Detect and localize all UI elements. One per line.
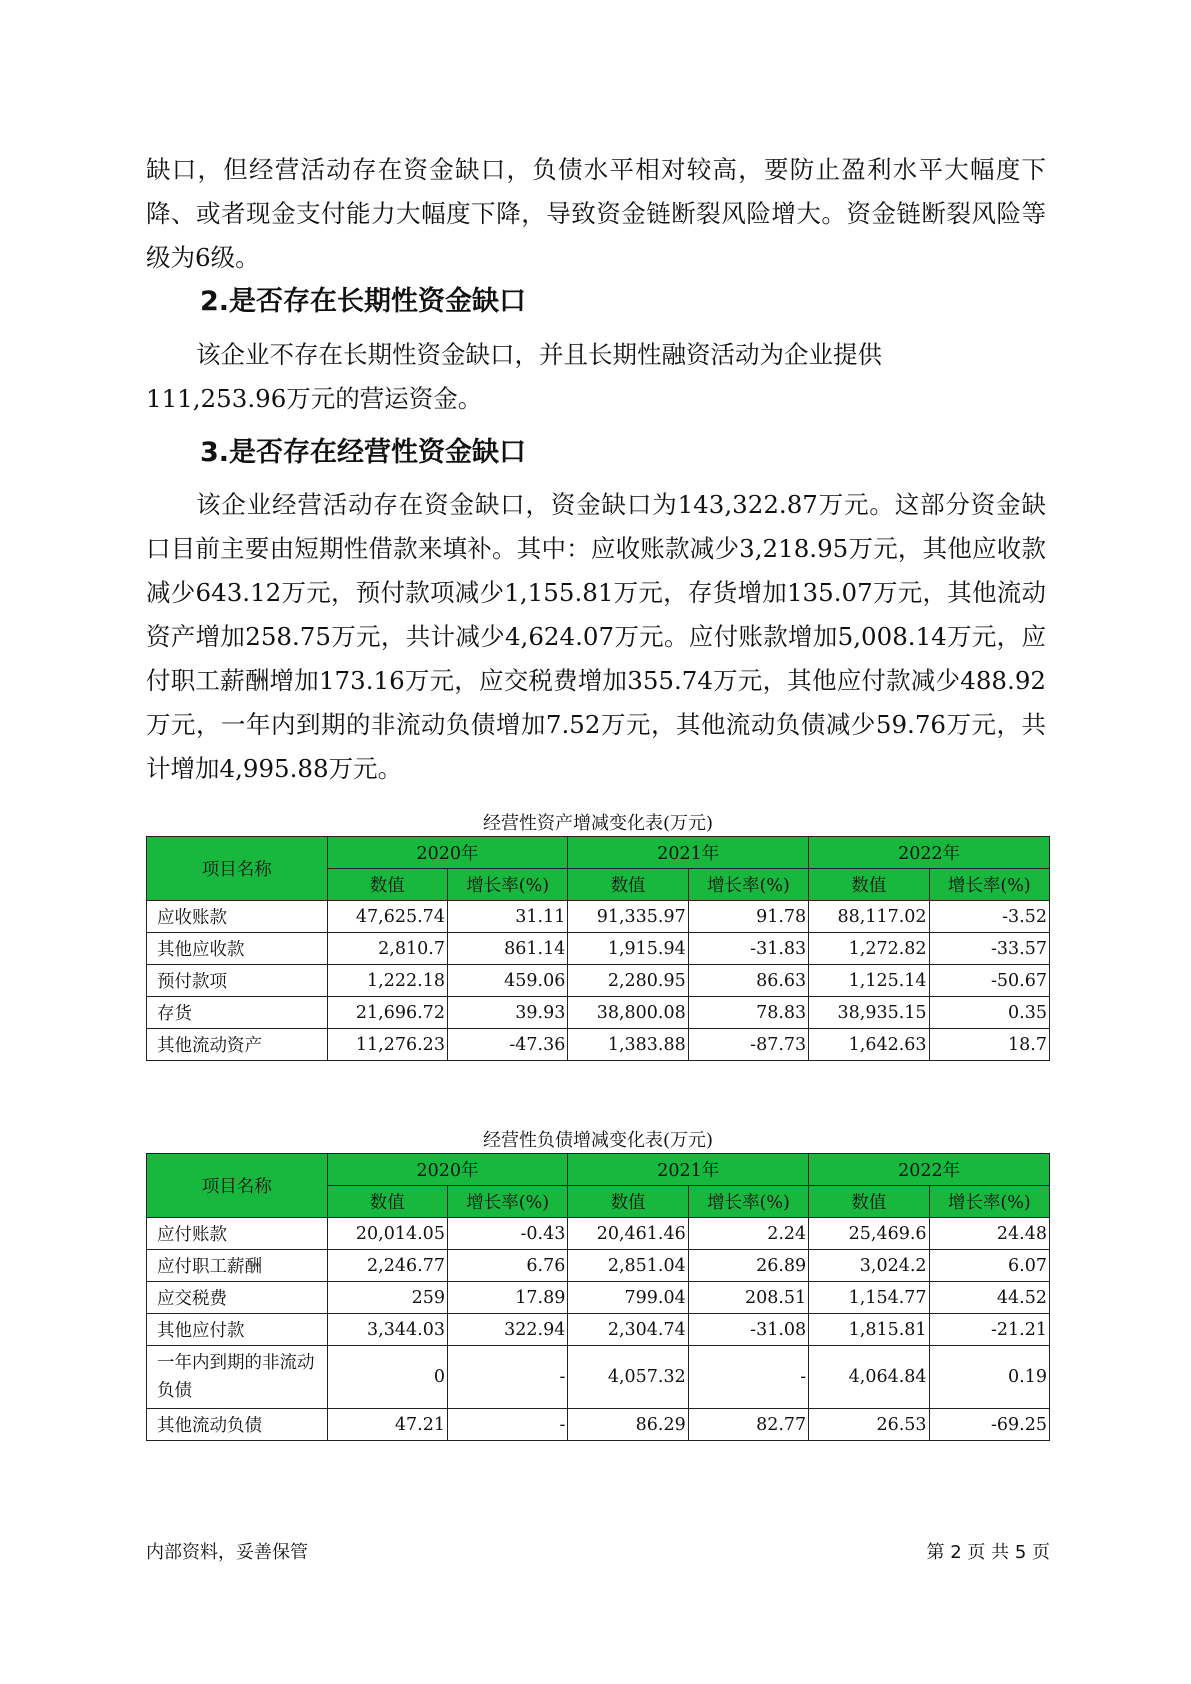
cell-value: 47,625.74 xyxy=(327,901,447,933)
table-subheader-rate: 增长率(%) xyxy=(447,1186,567,1218)
table-subheader-value: 数值 xyxy=(809,869,929,901)
cell-value: 1,125.14 xyxy=(809,965,929,997)
cell-value: 25,469.6 xyxy=(809,1218,929,1250)
cell-rate: -21.21 xyxy=(929,1314,1049,1346)
table-subheader-rate: 增长率(%) xyxy=(688,869,808,901)
cell-rate: 208.51 xyxy=(688,1282,808,1314)
cell-value: 2,304.74 xyxy=(568,1314,688,1346)
row-name: 应付账款 xyxy=(147,1218,328,1250)
row-name: 预付款项 xyxy=(147,965,328,997)
cell-rate: -33.57 xyxy=(929,933,1049,965)
cell-value: 2,246.77 xyxy=(327,1250,447,1282)
cell-value: 1,383.88 xyxy=(568,1029,688,1061)
cell-rate: - xyxy=(688,1346,808,1409)
cell-rate: 322.94 xyxy=(447,1314,567,1346)
cell-rate: -50.67 xyxy=(929,965,1049,997)
operating-assets-table xyxy=(146,836,1050,1061)
cell-rate: 6.07 xyxy=(929,1250,1049,1282)
cell-rate: 78.83 xyxy=(688,997,808,1029)
cell-value: 88,117.02 xyxy=(809,901,929,933)
cell-value: 1,915.94 xyxy=(568,933,688,965)
cell-rate: 44.52 xyxy=(929,1282,1049,1314)
row-name: 其他应付款 xyxy=(147,1314,328,1346)
cell-rate: 18.7 xyxy=(929,1029,1049,1061)
cell-value: 47.21 xyxy=(327,1409,447,1441)
cell-value: 259 xyxy=(327,1282,447,1314)
row-name: 一年内到期的非流动负债 xyxy=(147,1346,328,1409)
table-subheader-value: 数值 xyxy=(568,869,688,901)
cell-value: 20,014.05 xyxy=(327,1218,447,1250)
cell-rate: -47.36 xyxy=(447,1029,567,1061)
table-row xyxy=(147,1218,1050,1250)
cell-rate: -3.52 xyxy=(929,901,1049,933)
table-header-year: 2020年 xyxy=(327,837,568,869)
cell-value: 91,335.97 xyxy=(568,901,688,933)
cell-rate: 24.48 xyxy=(929,1218,1049,1250)
row-name: 应付职工薪酬 xyxy=(147,1250,328,1282)
cell-rate: 17.89 xyxy=(447,1282,567,1314)
table-header-year: 2022年 xyxy=(809,837,1050,869)
table2-caption: 经营性负债增减变化表(万元) xyxy=(482,1130,714,1151)
footer-page-number: 第 2 页 共 5 页 xyxy=(926,1542,1050,1563)
heading-operating-gap: 3.是否存在经营性资金缺口 xyxy=(200,437,527,468)
cell-rate: 861.14 xyxy=(447,933,567,965)
paragraph-long-term-line2: 111,253.96万元的营运资金。 xyxy=(146,384,483,413)
cell-value: 3,344.03 xyxy=(327,1314,447,1346)
cell-rate: 26.89 xyxy=(688,1250,808,1282)
cell-value: 26.53 xyxy=(809,1409,929,1441)
cell-rate: -0.43 xyxy=(447,1218,567,1250)
cell-value: 3,024.2 xyxy=(809,1250,929,1282)
table-subheader-value: 数值 xyxy=(327,1186,447,1218)
table-row xyxy=(147,933,1050,965)
cell-value: 1,642.63 xyxy=(809,1029,929,1061)
table-row xyxy=(147,1409,1050,1441)
cell-value: 38,935.15 xyxy=(809,997,929,1029)
table-header-name: 项目名称 xyxy=(147,1154,328,1218)
table-header-name: 项目名称 xyxy=(147,837,328,901)
cell-value: 86.29 xyxy=(568,1409,688,1441)
table-header-year: 2020年 xyxy=(327,1154,568,1186)
table-row xyxy=(147,1029,1050,1061)
paragraph-operating-gap: 该企业经营活动存在资金缺口，资金缺口为143,322.87万元。这部分资金缺口目前主要由短期性借款来填补。其中：应收账款减少3,218.95万元，其他应收款减少643.12万元，预付款项减少1,155.81万元，存货增加135.07万元，其他流动资产增加258.75万元，共计减少4,624.07万元。应付账款增加5,008.14万元，应付职工薪酬增加173.16万元，应交税费增加355.74万元，其他应付款减少488.92万元，一年内到期的非流动负债增加7.52万元，其他流动负债减少59.76万元，共计增加4,995.88万元。 xyxy=(146,490,1046,783)
row-name: 存货 xyxy=(147,997,328,1029)
operating-liabilities-table xyxy=(146,1153,1050,1441)
paragraph-long-term-gap xyxy=(146,333,1046,421)
table-subheader-rate: 增长率(%) xyxy=(929,1186,1049,1218)
cell-rate: -87.73 xyxy=(688,1029,808,1061)
row-name: 其他流动负债 xyxy=(147,1409,328,1441)
table-header-year: 2022年 xyxy=(809,1154,1050,1186)
cell-rate: -31.08 xyxy=(688,1314,808,1346)
cell-rate: 82.77 xyxy=(688,1409,808,1441)
cell-rate: 0.19 xyxy=(929,1346,1049,1409)
cell-value: 11,276.23 xyxy=(327,1029,447,1061)
cell-value: 2,280.95 xyxy=(568,965,688,997)
table-header-year: 2021年 xyxy=(568,1154,809,1186)
cell-value: 38,800.08 xyxy=(568,997,688,1029)
table1-caption: 经营性资产增减变化表(万元) xyxy=(482,813,714,834)
cell-value: 4,057.32 xyxy=(568,1346,688,1409)
row-name: 应收账款 xyxy=(147,901,328,933)
cell-rate: 0.35 xyxy=(929,997,1049,1029)
table-subheader-value: 数值 xyxy=(327,869,447,901)
cell-rate: 6.76 xyxy=(447,1250,567,1282)
cell-value: 2,851.04 xyxy=(568,1250,688,1282)
cell-rate: - xyxy=(447,1409,567,1441)
paragraph-long-term-line1: 该企业不存在长期性资金缺口，并且长期性融资活动为企业提供 xyxy=(196,340,882,369)
cell-rate: -69.25 xyxy=(929,1409,1049,1441)
cell-value: 4,064.84 xyxy=(809,1346,929,1409)
cell-rate: 459.06 xyxy=(447,965,567,997)
cell-value: 21,696.72 xyxy=(327,997,447,1029)
table-subheader-rate: 增长率(%) xyxy=(447,869,567,901)
row-name: 其他应收款 xyxy=(147,933,328,965)
cell-rate: - xyxy=(447,1346,567,1409)
paragraph-risk-summary: 缺口，但经营活动存在资金缺口，负债水平相对较高，要防止盈利水平大幅度下降、或者现金支付能力大幅度下降，导致资金链断裂风险增大。资金链断裂风险等级为6级。 xyxy=(146,155,1046,272)
table-subheader-rate: 增长率(%) xyxy=(929,869,1049,901)
table-row xyxy=(147,901,1050,933)
cell-rate: 86.63 xyxy=(688,965,808,997)
row-name: 应交税费 xyxy=(147,1282,328,1314)
table-subheader-value: 数值 xyxy=(809,1186,929,1218)
row-name: 其他流动资产 xyxy=(147,1029,328,1061)
cell-rate: -31.83 xyxy=(688,933,808,965)
footer-confidential-note: 内部资料，妥善保管 xyxy=(146,1542,308,1563)
cell-rate: 39.93 xyxy=(447,997,567,1029)
cell-value: 1,222.18 xyxy=(327,965,447,997)
cell-value: 2,810.7 xyxy=(327,933,447,965)
cell-rate: 2.24 xyxy=(688,1218,808,1250)
table-header-year: 2021年 xyxy=(568,837,809,869)
cell-value: 1,154.77 xyxy=(809,1282,929,1314)
table-row xyxy=(147,1314,1050,1346)
table-subheader-rate: 增长率(%) xyxy=(688,1186,808,1218)
table-subheader-value: 数值 xyxy=(568,1186,688,1218)
cell-value: 799.04 xyxy=(568,1282,688,1314)
heading-long-term-gap: 2.是否存在长期性资金缺口 xyxy=(200,286,527,317)
cell-value: 1,272.82 xyxy=(809,933,929,965)
table-row xyxy=(147,1282,1050,1314)
cell-value: 0 xyxy=(327,1346,447,1409)
cell-rate: 31.11 xyxy=(447,901,567,933)
cell-value: 20,461.46 xyxy=(568,1218,688,1250)
cell-rate: 91.78 xyxy=(688,901,808,933)
table-row xyxy=(147,997,1050,1029)
table-row xyxy=(147,1346,1050,1409)
table-row xyxy=(147,965,1050,997)
table-row xyxy=(147,1250,1050,1282)
cell-value: 1,815.81 xyxy=(809,1314,929,1346)
